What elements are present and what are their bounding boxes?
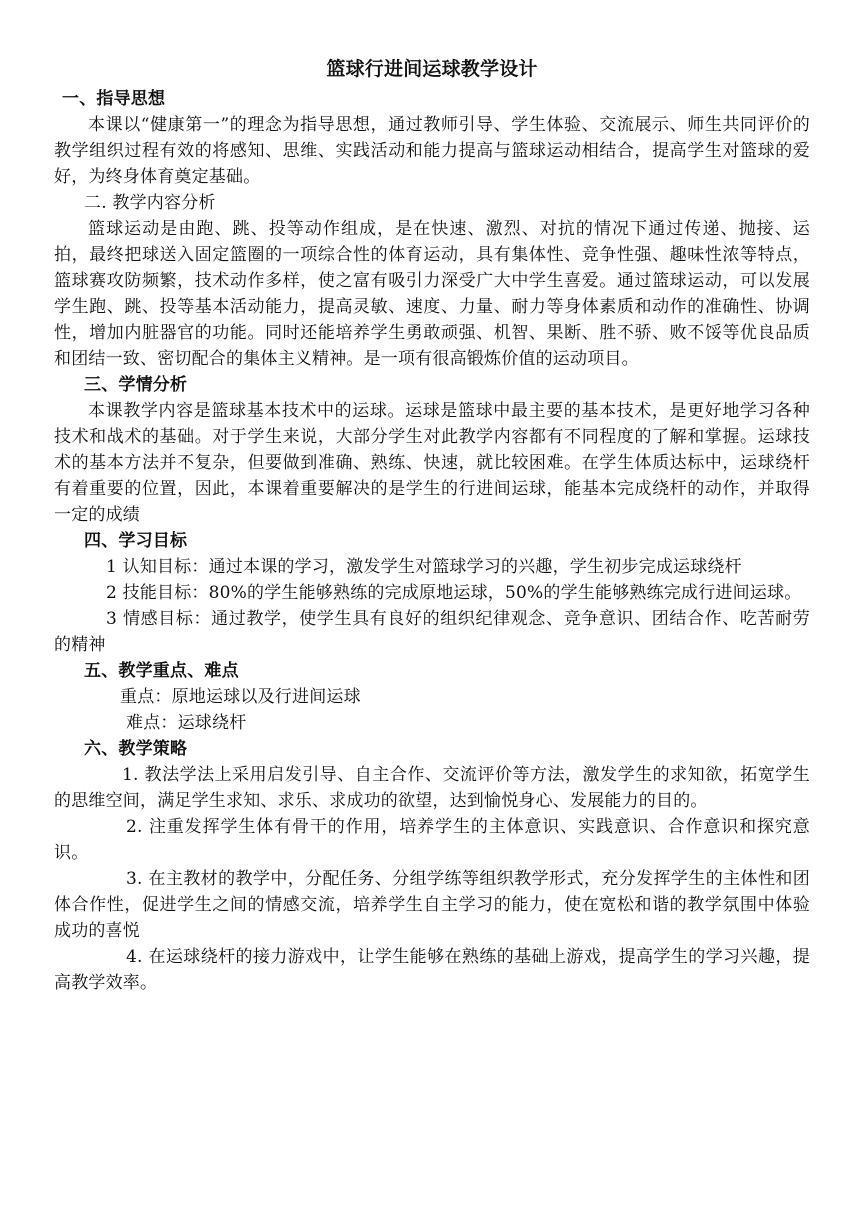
strategy-item-1: 1. 教法学法上采用启发引导、自主合作、交流评价等方法，激发学生的求知欲，拓宽学生的思维空间，满足学生求知、求乐、求成功的欲望，达到愉悦身心、发展能力的目的。 xyxy=(54,765,810,811)
paragraph-learner-analysis: 本课教学内容是篮球基本技术中的运球。运球是篮球中最主要的基本技术，是更好地学习各种技术和战术的基础。对于学生来说，大部分学生对此教学内容都有不同程度的了解和掌握。运球技术的基本方法并不复杂，但要做到准确、熟练、快速，就比较困难。在学生体质达标中，运球绕杆有着重要的位置，因此，本课着重要解决的是学生的行进间运球，能基本完成绕杆的动作，并取得一定的成绩 xyxy=(54,401,810,525)
strategy-item-3: 3. 在主教材的教学中，分配任务、分组学练等组织教学形式，充分发挥学生的主体性和团体合作性，促进学生之间的情感交流，培养学生自主学习的能力，使在宽松和谐的教学氛围中体验成功的喜悦 xyxy=(54,869,810,941)
paragraph-guiding-ideology: 本课以“健康第一”的理念为指导思想，通过教师引导、学生体验、交流展示、师生共同评价的教学组织过程有效的将感知、思维、实践活动和能力提高与篮球运动相结合，提高学生对篮球的爱好，为终身体育奠定基础。 xyxy=(54,115,810,187)
paragraph-content-analysis: 篮球运动是由跑、跳、投等动作组成，是在快速、激烈、对抗的情况下通过传递、抛接、运拍，最终把球送入固定篮圈的一项综合性的体育运动，具有集体性、竞争性强、趣味性浓等特点，篮球赛攻防频繁，技术动作多样，使之富有吸引力深受广大中学生喜爱。通过篮球运动，可以发展学生跑、跳、投等基本活动能力，提高灵敏、速度、力量、耐力等身体素质和动作的准确性、协调性，增加内脏器官的功能。同时还能培养学生勇敢顽强、机智、果断、胜不骄、败不馁等优良品质和团结一致、密切配合的集体主义精神。是一项有很高锻炼价值的运动项目。 xyxy=(54,219,810,369)
document-page xyxy=(54,52,810,996)
strategy-item-4: 4. 在运球绕杆的接力游戏中，让学生能够在熟练的基础上游戏，提高学生的学习兴趣，提高教学效率。 xyxy=(54,947,810,993)
strategy-item-2: 2. 注重发挥学生体有骨干的作用，培养学生的主体意识、实践意识、合作意识和探究意识。 xyxy=(54,817,810,863)
objective-cognitive: 1 认知目标：通过本课的学习，激发学生对篮球学习的兴趣，学生初步完成运球绕杆 xyxy=(106,557,742,577)
section-heading-learning-objectives: 四、学习目标 xyxy=(84,531,188,551)
section-heading-learner-analysis: 三、学情分析 xyxy=(84,375,188,395)
objective-affective: 3 情感目标：通过教学，使学生具有良好的组织纪律观念、竞争意识、团结合作、吃苦耐劳的精神 xyxy=(54,609,810,655)
difficulty-text: 难点：运球绕杆 xyxy=(126,713,247,733)
document-title: 篮球行进间运球教学设计 xyxy=(326,58,538,80)
key-point-text: 重点：原地运球以及行进间运球 xyxy=(120,687,361,707)
section-heading-content-analysis: 二. 教学内容分析 xyxy=(84,193,216,213)
section-heading-key-difficult-points: 五、教学重点、难点 xyxy=(84,661,239,681)
section-heading-guiding-ideology: 一、指导思想 xyxy=(62,89,166,109)
objective-skill: 2 技能目标：80%的学生能够熟练的完成原地运球，50%的学生能够熟练完成行进间运球。 xyxy=(106,583,802,603)
section-heading-teaching-strategy: 六、教学策略 xyxy=(84,739,188,759)
